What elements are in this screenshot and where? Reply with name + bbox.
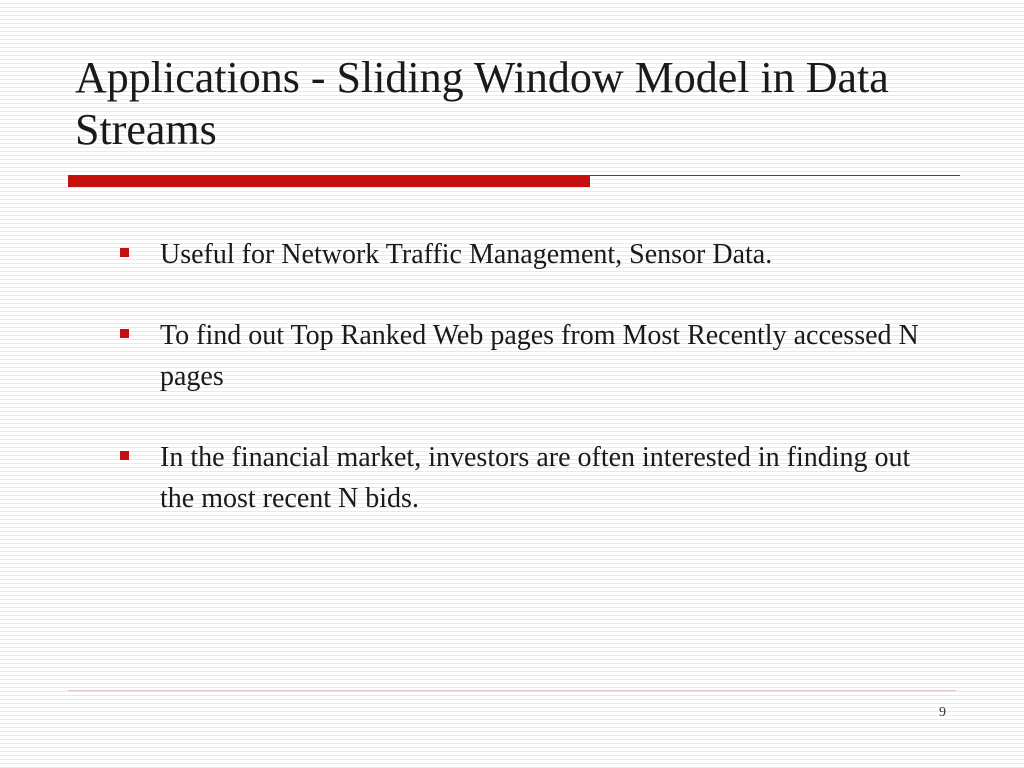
- square-bullet-icon: [120, 248, 129, 257]
- bullet-item: [114, 315, 924, 397]
- title-underline-thick: [68, 175, 590, 187]
- bullet-list: [114, 234, 924, 559]
- bullet-text: To find out Top Ranked Web pages from Most Recently accessed N pages: [160, 320, 919, 392]
- bullet-text: Useful for Network Traffic Management, Sensor Data.: [160, 239, 773, 270]
- bullet-item: [114, 234, 924, 275]
- square-bullet-icon: [120, 451, 129, 460]
- footer-divider: [68, 690, 956, 691]
- title-underline-thin: [590, 175, 960, 176]
- square-bullet-icon: [120, 329, 129, 338]
- slide-number: 9: [939, 705, 946, 720]
- bullet-text: In the financial market, investors are often interested in finding out the most recent N bids.: [160, 442, 911, 514]
- bullet-item: [114, 437, 924, 519]
- slide-title: Applications - Sliding Window Model in Data Streams: [75, 53, 889, 154]
